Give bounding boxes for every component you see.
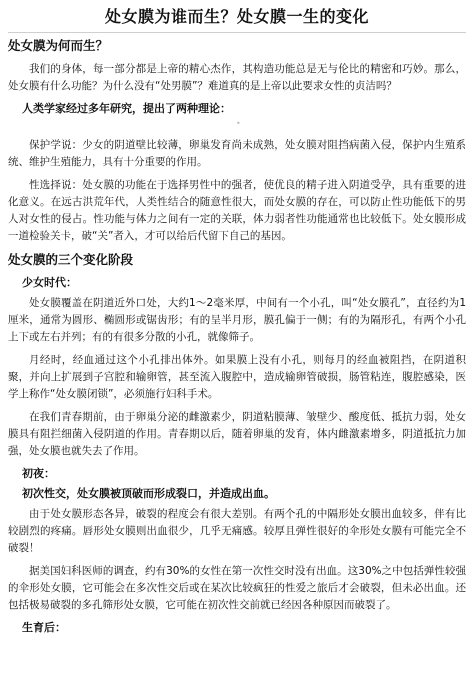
subheading-first-night: 初夜： (22, 467, 55, 480)
paragraph: 保护学说：少女的阴道壁比较薄，卵巢发育尚未成熟，处女膜对阻挡病菌入侵，保护内生殖系统、维护生殖能力，具有十分重要的作用。 (8, 139, 466, 168)
paragraph: 由于处女膜形态各异，破裂的程度会有很大差别。有两个孔的中隔形处女膜出血较多，伴有比较剧烈的疼痛。唇形处女膜则出血很少，几乎无痛感。较厚且弹性很好的伞形处女膜有可能完全不破裂！ (8, 508, 466, 554)
paragraph: 处女膜覆盖在阴道近外口处，大约1～2毫米厚，中间有一个小孔，叫“处女膜孔”，直径约为1厘米，通常为圆形、椭圆形或锯齿形；有的呈半月形，膜孔偏于一侧；有的为隔形孔，有两个小孔上下或左右并列；有的有很多分散的小孔，就像筛子。 (8, 297, 466, 343)
subheading-girlhood: 少女时代： (22, 276, 77, 289)
paragraph: 在我们青春期前，由于卵巢分泌的雌激素少，阴道粘膜薄、皱壁少、酸度低、抵抗力弱，处女膜具有阻拦细菌入侵阴道的作用。青春期以后，随着卵巢的发育，体内雌激素增多，阴道抵抗力加强，处女膜也就失去了作用。 (8, 411, 466, 457)
page-title: 处女膜为谁而生？处女膜一生的变化 (104, 7, 369, 26)
section-heading-purpose: 处女膜为何而生？ (8, 38, 109, 53)
subheading-after-childbirth: 生育后： (22, 621, 66, 634)
paragraph: 性选择说：处女膜的功能在于选择男性中的强者，使优良的精子进入阴道受孕，具有重要的进化意义。在远古洪荒年代，人类性结合的随意性很大，而处女膜的存在，可以防止性功能低下的男人对女性的侵占。性功能与体力之间有一定的关联，体力弱者性功能通常也比较低下。处女膜形成一道检验关卡，破“关”者入，才可以给后代留下自己的基因。 (8, 179, 466, 242)
bullet-marker: • (236, 119, 241, 128)
subheading-theories: 人类学家经过多年研究，提出了两种理论： (22, 102, 231, 115)
section-heading-stages: 处女膜的三个变化阶段 (8, 252, 134, 267)
paragraph: 据美国妇科医师的调查，约有30%的女性在第一次性交时没有出血。这30%之中包括弹性较强的伞形处女膜，它可能会在多次性交后或在某次比较疯狂的性爱之旅后才会破裂，但未必出血。还包括极易破裂的多孔筛形处女膜，它可能在初次性交前就已经因各种原因而破裂了。 (8, 565, 466, 611)
lead-sentence: 初次性交，处女膜被顶破而形成裂口，并造成出血。 (22, 487, 275, 500)
paragraph: 我们的身体，每一部分都是上帝的精心杰作，其构造功能总是无与伦比的精密和巧妙。那么，处女膜有什么功能？为什么没有“处男膜”？难道真的是上帝以此要求女性的贞洁吗？ (8, 63, 466, 92)
paragraph: 月经时，经血通过这个小孔排出体外。如果膜上没有小孔，则每月的经血被阻挡，在阴道积聚，并向上扩展到子宫腔和输卵管，甚至流入腹腔中，造成输卵管破损，肠管粘连，腹腔感染，医学上称作“处女膜闭锁”，必须施行妇科手术。 (8, 354, 466, 400)
title-divider (8, 32, 466, 33)
